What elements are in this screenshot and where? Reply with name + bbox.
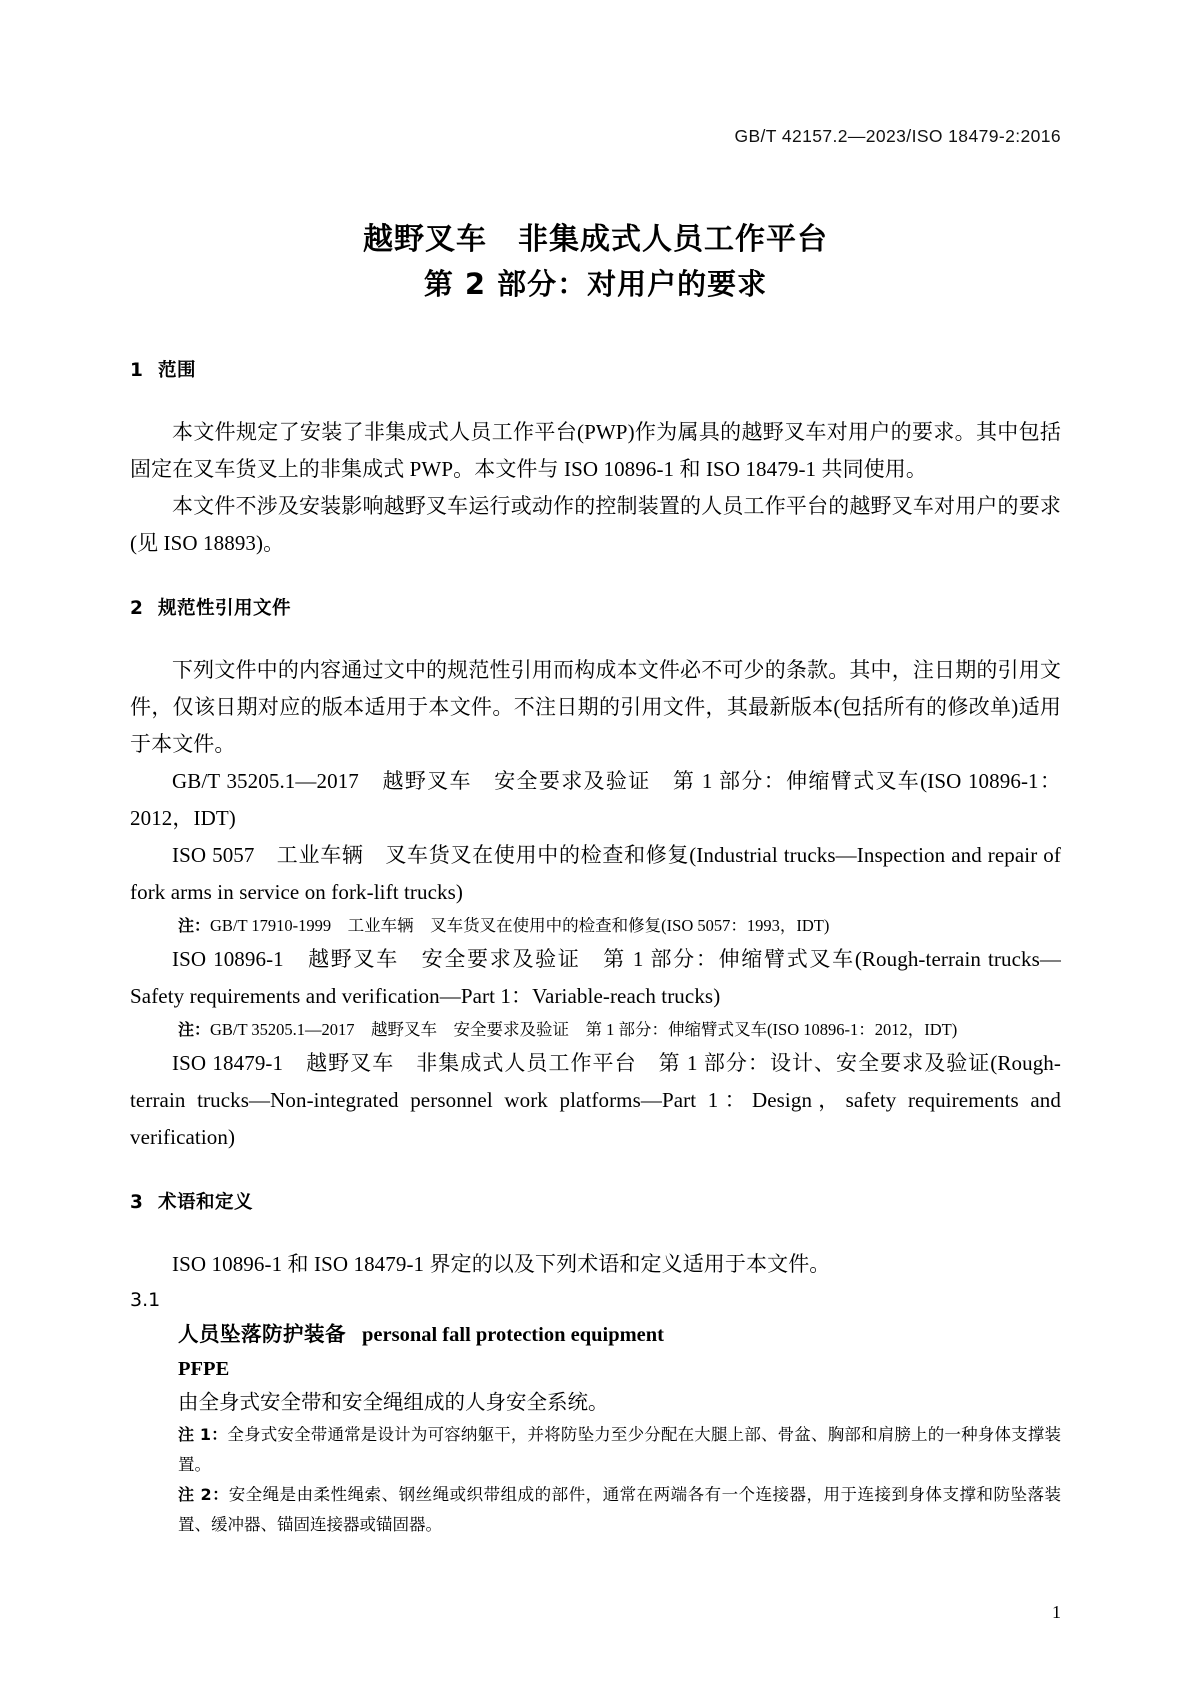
paragraph: 下列文件中的内容通过文中的规范性引用而构成本文件必不可少的条款。其中，注日期的引用文件，仅该日期对应的版本适用于本文件。不注日期的引用文件，其最新版本(包括所有的修改单)适用于本文件。 [130,658,1061,756]
term-number: 3.1 [130,1289,161,1311]
section-number-1: 1 [130,360,144,381]
term-name-en: personal fall protection equipment [362,1324,664,1346]
section-title-3: 术语和定义 [158,1192,254,1213]
term-definition: 由全身式安全带和安全绳组成的人身安全系统。 [178,1392,609,1414]
title-line-2: 第 2 部分：对用户的要求 [423,267,768,301]
section-heading-1 [130,358,1061,384]
reference-entry: ISO 5057 工业车辆 叉车货叉在使用中的检查和修复(Industrial trucks—Inspection and repair of fork arms in service on fork-lift trucks) [130,843,1061,904]
running-header [130,126,1061,147]
reference-entry: ISO 18479-1 越野叉车 非集成式人员工作平台 第 1 部分：设计、安全要求及验证(Rough-terrain trucks—Non-integrated personnel work platforms—Part 1：Design，safety requirements and verification) [130,1051,1061,1149]
reference-entry: ISO 10896-1 越野叉车 安全要求及验证 第 1 部分：伸缩臂式叉车(Rough-terrain trucks—Safety requirements and verification—Part 1：Variable-reach trucks) [130,947,1061,1008]
reference-note [130,1015,1061,1045]
term-abbreviation: PFPE [178,1358,230,1380]
note-text: GB/T 17910-1999 工业车辆 叉车货叉在使用中的检查和修复(ISO 5057：1993，IDT) [210,916,830,935]
term-entry [130,1317,1061,1352]
reference-entry: GB/T 35205.1—2017 越野叉车 安全要求及验证 第 1 部分：伸缩臂式叉车(ISO 10896-1：2012，IDT) [130,769,1061,830]
page-number: 1 [1052,1602,1061,1622]
title-line-1: 越野叉车 非集成式人员工作平台 [363,222,828,257]
standard-number: GB/T 42157.2—2023/ISO 18479-2:2016 [734,126,1061,146]
term-name-cn: 人员坠落防护装备 [178,1322,346,1346]
note-label: 注： [178,1020,211,1039]
document-body [130,358,1061,1540]
section-title-2: 规范性引用文件 [158,598,292,619]
section-heading-3 [130,1190,1061,1216]
paragraph: 本文件规定了安装了非集成式人员工作平台(PWP)作为属具的越野叉车对用户的要求。其中包括固定在叉车货叉上的非集成式 PWP。本文件与 ISO 10896-1 和 ISO 18479-1 共同使用。 [130,420,1061,481]
reference-note [130,911,1061,941]
note-text: GB/T 35205.1—2017 越野叉车 安全要求及验证 第 1 部分：伸缩臂式叉车(ISO 10896-1：2012，IDT) [210,1020,958,1039]
note-text: 全身式安全带通常是设计为可容纳躯干，并将防坠力至少分配在大腿上部、骨盆、胸部和肩膀上的一种身体支撑装置。 [178,1425,1061,1474]
section-number-3: 3 [130,1192,144,1213]
paragraph: 本文件不涉及安装影响越野叉车运行或动作的控制装置的人员工作平台的越野叉车对用户的要求(见 ISO 18893)。 [130,494,1061,555]
note-label: 注： [178,916,211,935]
note-label: 注 2： [178,1485,229,1504]
term-note [130,1420,1061,1480]
section-title-1: 范围 [158,360,197,381]
page-title [130,218,1061,306]
section-heading-2 [130,596,1061,622]
term-note [130,1480,1061,1540]
paragraph: ISO 10896-1 和 ISO 18479-1 界定的以及下列术语和定义适用于本文件。 [172,1252,831,1276]
note-label: 注 1： [178,1425,228,1444]
section-number-2: 2 [130,598,144,619]
note-text: 安全绳是由柔性绳索、钢丝绳或织带组成的部件，通常在两端各有一个连接器，用于连接到身体支撑和防坠落装置、缓冲器、锚固连接器或锚固器。 [178,1485,1061,1534]
